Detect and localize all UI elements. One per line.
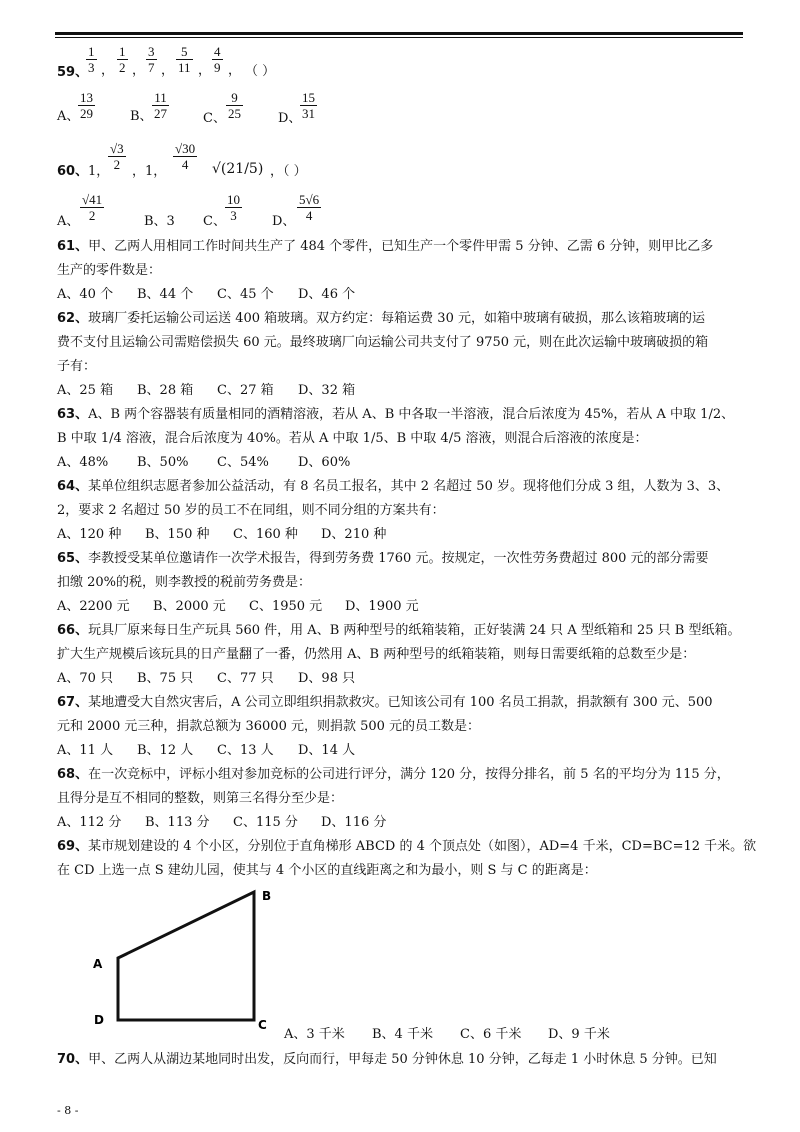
q62-stem-text: 玻璃厂委托运输公司运送 400 箱玻璃。双方约定：每箱运费 30 元，如箱中玻璃有破损，那么该箱玻璃的运	[88, 311, 705, 326]
q68-stem-text: 在一次竞标中，评标小组对参加竞标的公司进行评分，满分 120 分，按得分排名，前 5 名的平均分为 115 分，	[88, 767, 730, 782]
q66-option-c: C、77 只	[217, 671, 274, 686]
q59-option-b-label: B、	[130, 109, 153, 124]
q63-number: 63、	[57, 407, 89, 422]
vertex-label-b: B	[262, 889, 272, 903]
q64-option-b: B、150 种	[145, 527, 210, 542]
q67-number: 67、	[57, 695, 89, 710]
q59-sep: ，	[198, 63, 212, 78]
q61-option-c: C、45 个	[217, 287, 274, 302]
q65-stem-text: 李教授受某单位邀请作一次学术报告，得到劳务费 1760 元。按规定，一次性劳务费超过 800 元的部分需要	[88, 551, 709, 566]
q60-option-a-label: A、	[57, 214, 80, 229]
q60-option-a-value: $\frac{√41}{2}$	[82, 192, 103, 223]
q67-stem-line-2: 元和 2000 元三种，捐款总额为 36000 元，则捐款 500 元的员工数是：	[57, 719, 481, 734]
q64-number: 64、	[57, 479, 89, 494]
q60-blank: ，（ ）	[270, 164, 307, 179]
header-rule-thin	[55, 37, 743, 38]
q67-option-d: D、14 人	[298, 743, 356, 758]
q68-option-b: B、113 分	[145, 815, 210, 830]
q59-blank: （ ）	[245, 64, 276, 79]
q65-number: 65、	[57, 551, 89, 566]
vertex-label-d: D	[94, 1013, 104, 1027]
q65-option-a: A、2200 元	[57, 599, 130, 614]
q60-term-5: √(21/5)	[212, 161, 264, 177]
q68-stem-line-1	[57, 766, 730, 784]
q69-option-c: C、6 千米	[460, 1027, 522, 1042]
q59-sep: ，	[161, 63, 175, 78]
q60-term-1: 1，	[88, 164, 110, 179]
q59-option-d-label: D、	[278, 111, 302, 126]
q67-option-b: B、12 人	[137, 743, 194, 758]
q66-option-b: B、75 只	[137, 671, 194, 686]
q66-stem-line-2: 扩大生产规模后该玩具的日产量翻了一番，仍然用 A、B 两种型号的纸箱装箱，则每日需要纸箱的总数至少是：	[57, 647, 696, 662]
q67-stem-line-1	[57, 694, 713, 712]
q59-term-5: $\frac{4}{9}$	[214, 44, 221, 75]
q68-stem-line-2: 且得分是互不相同的整数，则第三名得分至少是：	[57, 791, 344, 806]
q69-number: 69、	[57, 839, 89, 854]
q65-stem-line-1	[57, 550, 709, 568]
q70-number: 70、	[57, 1052, 89, 1067]
q66-stem-line-1	[57, 622, 740, 640]
q66-option-d: D、98 只	[298, 671, 356, 686]
q62-option-b: B、28 箱	[137, 383, 194, 398]
q64-stem-line-1	[57, 478, 729, 496]
vertex-label-a: A	[93, 957, 103, 971]
q67-option-a: A、11 人	[57, 743, 114, 758]
q63-stem-text: A、B 两个容器装有质量相同的酒精溶液，若从 A、B 中各取一半溶液，混合后浓度为 45%，若从 A 中取 1/2、	[88, 407, 735, 422]
q59-sep: ，	[101, 63, 115, 78]
q63-option-c: C、54%	[217, 455, 269, 470]
q61-stem-line-1	[57, 238, 713, 256]
trapezoid-abcd	[118, 892, 254, 1020]
q68-option-c: C、115 分	[233, 815, 298, 830]
q61-option-d: D、46 个	[298, 287, 356, 302]
q63-option-a: A、48%	[57, 455, 109, 470]
q61-number: 61、	[57, 239, 89, 254]
q68-option-d: D、116 分	[321, 815, 387, 830]
q62-option-d: D、32 箱	[298, 383, 356, 398]
q59-term-3: $\frac{3}{7}$	[148, 44, 155, 75]
q59-option-c-label: C、	[203, 111, 226, 126]
q61-stem-text: 甲、乙两人用相同工作时间共生产了 484 个零件，已知生产一个零件甲需 5 分钟、乙需 6 分钟，则甲比乙多	[88, 239, 714, 254]
q62-number: 62、	[57, 311, 89, 326]
q59-term-1: $\frac{1}{3}$	[88, 44, 95, 75]
q62-option-c: C、27 箱	[217, 383, 274, 398]
q63-option-d: D、60%	[298, 455, 351, 470]
q59-number: 59、	[57, 65, 89, 80]
q60-option-d-value: $\frac{5√6}{4}$	[299, 192, 320, 223]
vertex-label-c: C	[258, 1018, 267, 1032]
q60-option-d-label: D、	[272, 214, 296, 229]
q66-number: 66、	[57, 623, 89, 638]
q69-stem-line-2: 在 CD 上选一点 S 建幼儿园，使其与 4 个小区的直线距离之和为最小，则 S 与 C 的距离是：	[57, 863, 597, 878]
q59-sep: ，	[228, 63, 242, 78]
q65-stem-line-2: 扣缴 20%的税，则李教授的税前劳务费是：	[57, 575, 312, 590]
q63-stem-line-1	[57, 406, 734, 424]
q60-term-3: ，1，	[132, 164, 167, 179]
q67-stem-text: 某地遭受大自然灾害后，A 公司立即组织捐款救灾。已知该公司有 100 名员工捐款，捐款额有 300 元、500	[88, 695, 713, 710]
q60-option-c-label: C、	[203, 214, 226, 229]
q65-option-c: C、1950 元	[249, 599, 323, 614]
q70-stem-line-1	[57, 1051, 717, 1069]
q60-term-4: $\frac{√30}{4}$	[175, 141, 196, 172]
q65-option-b: B、2000 元	[153, 599, 226, 614]
q69-stem-text: 某市规划建设的 4 个小区，分别位于直角梯形 ABCD 的 4 个顶点处（如图），AD=4 千米，CD=BC=12 千米。欲	[88, 839, 757, 854]
q64-option-d: D、210 种	[321, 527, 387, 542]
q66-option-a: A、70 只	[57, 671, 114, 686]
q69-option-b: B、4 千米	[372, 1027, 433, 1042]
q59-term-4: $\frac{5}{11}$	[178, 44, 191, 75]
q59-sep: ，	[132, 63, 146, 78]
q59-option-b-value: $\frac{11}{27}$	[154, 90, 167, 121]
q69-option-d: D、9 千米	[548, 1027, 610, 1042]
q59-option-a-label: A、	[57, 109, 80, 124]
q60-term-2: $\frac{√3}{2}$	[110, 141, 124, 172]
q61-option-b: B、44 个	[137, 287, 194, 302]
page-number: - 8 -	[57, 1104, 79, 1117]
q59-option-c-value: $\frac{9}{25}$	[228, 90, 241, 121]
q69-stem-line-1	[57, 838, 756, 856]
q68-number: 68、	[57, 767, 89, 782]
q64-stem-text: 某单位组织志愿者参加公益活动，有 8 名员工报名，其中 2 名超过 50 岁。现将他们分成 3 组，人数为 3、3、	[88, 479, 730, 494]
q62-stem-line-2: 费不支付且运输公司需赔偿损失 60 元。最终玻璃厂向运输公司共支付了 9750 元，则在此次运输中玻璃破损的箱	[57, 335, 709, 350]
q60-number: 60、	[57, 164, 89, 179]
q67-option-c: C、13 人	[217, 743, 274, 758]
q64-option-c: C、160 种	[233, 527, 298, 542]
q69-option-a: A、3 千米	[284, 1027, 345, 1042]
q68-option-a: A、112 分	[57, 815, 122, 830]
q61-stem-line-2: 生产的零件数是：	[57, 263, 162, 278]
q60-option-b: B、3	[144, 214, 175, 229]
q59-term-2: $\frac{1}{2}$	[119, 44, 126, 75]
q62-stem-line-3: 子有：	[57, 359, 97, 374]
q64-stem-line-2: 2，要求 2 名超过 50 岁的员工不在同组，则不同分组的方案共有：	[57, 503, 445, 518]
q64-option-a: A、120 种	[57, 527, 122, 542]
q61-option-a: A、40 个	[57, 287, 114, 302]
q62-stem-line-1	[57, 310, 705, 328]
header-rule-thick	[55, 32, 743, 35]
q59-option-a-value: $\frac{13}{29}$	[80, 90, 93, 121]
q60-option-c-value: $\frac{10}{3}$	[227, 192, 240, 223]
q65-option-d: D、1900 元	[345, 599, 419, 614]
q70-stem-text: 甲、乙两人从湖边某地同时出发，反向而行，甲每走 50 分钟休息 10 分钟，乙每走 1 小时休息 5 分钟。已知	[88, 1052, 717, 1067]
q59-option-d-value: $\frac{15}{31}$	[302, 90, 315, 121]
q63-option-b: B、50%	[137, 455, 189, 470]
q66-stem-text: 玩具厂原来每日生产玩具 560 件，用 A、B 两种型号的纸箱装箱，正好装满 24 只 A 型纸箱和 25 只 B 型纸箱。	[88, 623, 741, 638]
q62-option-a: A、25 箱	[57, 383, 114, 398]
q63-stem-line-2: B 中取 1/4 溶液，混合后浓度为 40%。若从 A 中取 1/5、B 中取 4/5 溶液，则混合后溶液的浓度是：	[57, 431, 648, 446]
